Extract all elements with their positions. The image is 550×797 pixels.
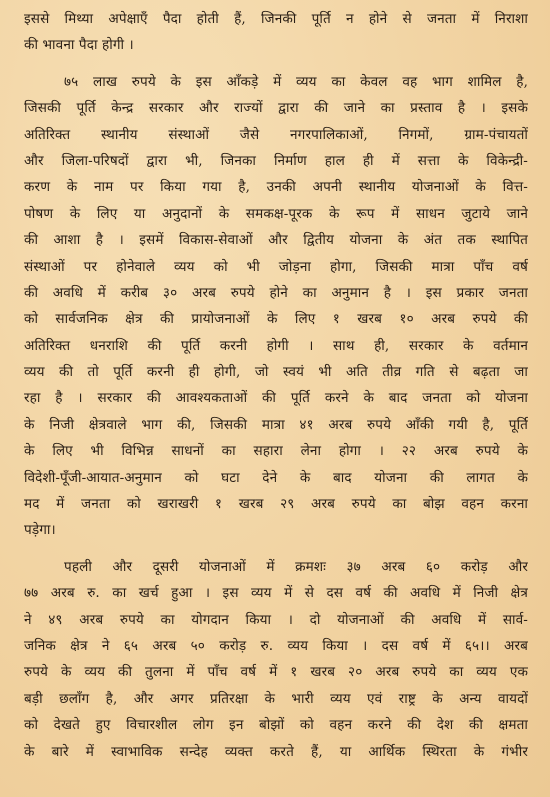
paragraph-2	[24, 69, 528, 544]
text-line: अतिरिक्त धनराशि की पूर्ति करनी होगी । साथ ही, सरकार के वर्तमान	[24, 337, 528, 354]
paragraph-gap	[24, 544, 528, 554]
text-line: को देखते हुए विचारशील लोग इन बोझों को वहन करने की देश की क्षमता	[24, 717, 528, 734]
text-line: जनिक क्षेत्र ने ६५ अरब ५० करोड़ रु. व्यय किया । दस वर्ष में ६५।। अरब	[24, 637, 528, 654]
text-line: विदेशी-पूँजी-आयात-अनुमान को घटा देने के बाद योजना की लागत के	[24, 469, 528, 486]
text-line: और जिला-परिषदों द्वारा भी, जिनका निर्माण हाल ही में सत्ता के विकेन्द्री-	[24, 152, 528, 169]
text-line: को सार्वजनिक क्षेत्र की प्रायोजनाओं के लिए १ खरब १० अरब रुपये की	[24, 311, 528, 328]
text-line: रहा है । सरकार की आवश्यकताओं की पूर्ति करने के बाद जनता को योजना	[24, 390, 528, 407]
text-line: के निजी क्षेत्रवाले भाग की, जिसकी मात्रा ४१ अरब रुपये आँकी गयी है, पूर्ति	[24, 416, 528, 433]
paragraph-gap	[24, 59, 528, 69]
text-line: इससे मिथ्या अपेक्षाएँ पैदा होती हैं, जिनकी पूर्ति न होने से जनता में निराशा	[24, 11, 528, 27]
text-line: के लिए भी विभिन्न साधनों का सहारा लेना होगा । २२ अरब रुपये के	[24, 443, 528, 460]
text-line: पोषण के लिए या अनुदानों के समकक्ष-पूरक के रूप में साधन जुटाये जाने	[24, 205, 528, 222]
text-line: करण के नाम पर किया गया है, उनकी अपनी स्थानीय योजनाओं के वित्त-	[24, 179, 528, 196]
text-line: मद में जनता को खराखरी १ खरब २९ अरब रुपये का बोझ वहन करना	[24, 496, 528, 513]
text-line: बड़ी छलाँग है, और अगर प्रतिरक्षा के भारी व्यय एवं राष्ट्र के अन्य वायदों	[24, 690, 528, 707]
paragraph-3	[24, 554, 528, 765]
text-line: पहली और दूसरी योजनाओं में क्रमशः ३७ अरब ६० करोड़ और	[64, 558, 528, 575]
text-line: रुपये के व्यय की तुलना में पाँच वर्ष में १ खरब २० अरब रुपये का व्यय एक	[24, 664, 528, 681]
text-line: अतिरिक्त स्थानीय संस्थाओं जैसे नगरपालिकाओं, निगमों, ग्राम-पंचायतों	[24, 126, 528, 143]
text-line: की आशा है । इसमें विकास-सेवाओं और द्वितीय योजना के अंत तक स्थापित	[24, 232, 528, 249]
text-line: व्यय की तो पूर्ति करनी ही होगी, जो स्वयं भी अति तीव्र गति से बढ़ता जा	[24, 364, 528, 381]
text-line: जिसकी पूर्ति केन्द्र सरकार और राज्यों द्वारा की जाने का प्रस्ताव है । इसके	[24, 100, 528, 117]
text-line: ७५ लाख रुपये के इस आँकड़े में व्यय का केवल वह भाग शामिल है,	[64, 73, 528, 90]
text-line: की भावना पैदा होगी ।	[24, 37, 134, 54]
text-line: के बारे में स्वाभाविक सन्देह व्यक्त करते हैं, या आर्थिक स्थिरता के गंभीर	[24, 743, 528, 760]
paragraph-1	[24, 6, 528, 59]
text-line: संस्थाओं पर होनेवाले व्यय को भी जोड़ना होगा, जिसकी मात्रा पाँच वर्ष	[24, 258, 528, 275]
text-line: पड़ेगा।	[24, 522, 56, 539]
text-line: ७७ अरब रु. का खर्च हुआ । इस व्यय में से दस वर्ष की अवधि में निजी क्षेत्र	[24, 585, 528, 602]
text-line: की अवधि में करीब ३० अरब रुपये होने का अनुमान है । इस प्रकार जनता	[24, 284, 528, 301]
text-line: ने ४९ अरब रुपये का योगदान किया । दो योजनाओं की अवधि में सार्व-	[24, 611, 528, 628]
